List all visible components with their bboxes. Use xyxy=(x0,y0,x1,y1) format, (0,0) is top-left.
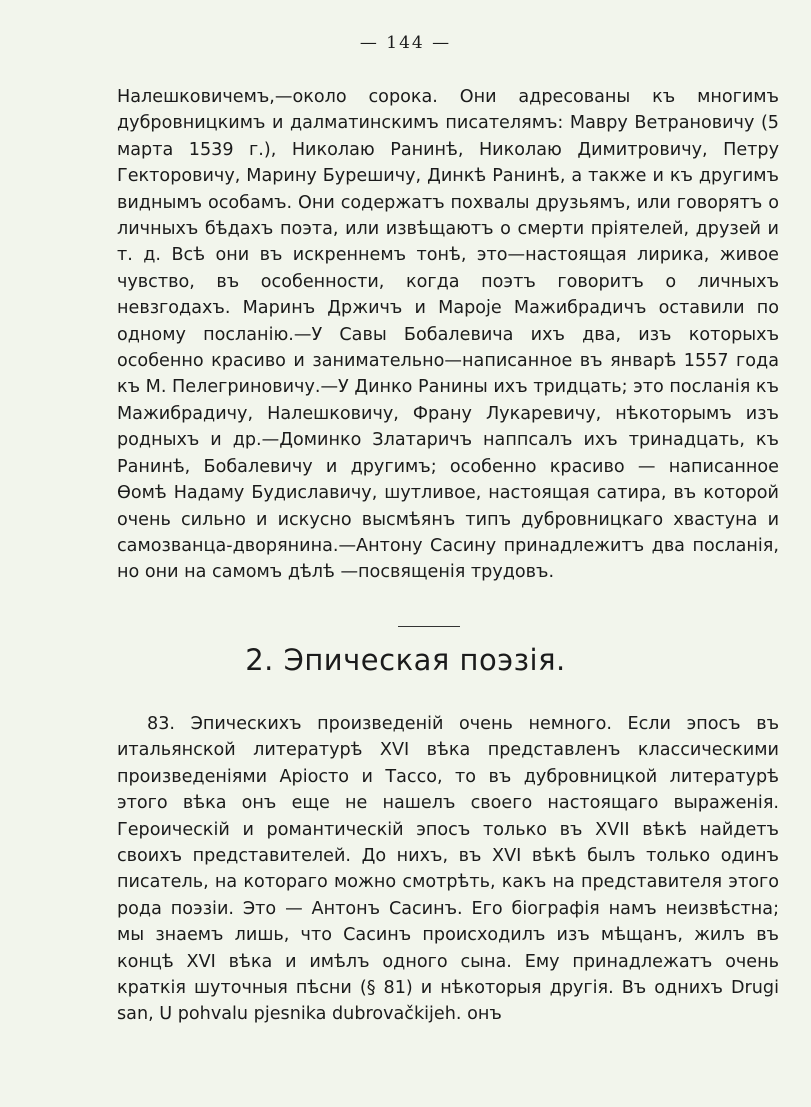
text-block-lower xyxy=(117,711,779,1028)
text-block-upper xyxy=(117,84,779,586)
section-title: 2. Эпическая поэзія. xyxy=(245,643,566,677)
paragraph: 83. Эпическихъ произведеній очень немного. Если эпосъ въ итальянской литературѣ XVI вѣка представленъ классическими произведеніями Аріосто и Тассо, то въ дубровницкой литературѣ этого вѣка онъ еще не нашелъ своего настоящаго выраженія. Героическій и романтическій эпосъ только въ XVII вѣкѣ найдетъ своихъ представителей. До нихъ, въ XVI вѣкѣ былъ только одинъ писатель, на котораго можно смотрѣть, какъ на представителя этого рода поэзіи. Это — Антонъ Сасинъ. Его біографія намъ неизвѣстна; мы знаемъ лишь, что Сасинъ происходилъ изъ мѣщанъ, жилъ въ концѣ XVI вѣка и имѣлъ одного сына. Ему принадлежатъ очень краткія шуточныя пѣсни (§ 81) и нѣкоторыя другія. Въ однихъ Drugi san, U pohvalu pjesnika dubrovačkijeh. онъ xyxy=(117,714,779,1025)
page-number: — 144 — xyxy=(359,33,452,53)
paragraph: Налешковичемъ,—около сорока. Они адресованы къ многимъ дубровницкимъ и далматинскимъ писателямъ: Мавру Ветрановичу (5 марта 1539 г.), Николаю Ранинѣ, Николаю Димитровичу, Петру Гекторовичу, Марину Бурешичу, Динкѣ Ранинѣ, а также и къ другимъ виднымъ особамъ. Они содержатъ похвалы друзьямъ, или говорятъ о личныхъ бѣдахъ поэта, или извѣщаютъ о смерти пріятелей, друзей и т. д. Всѣ они въ искреннемъ тонѣ, это—настоящая лирика, живое чувство, въ особенности, когда поэтъ говоритъ о личныхъ невзгодахъ. Маринъ Држичъ и Мароје Мажибрадичъ оставили по одному посланію.—У Савы Бобалевича ихъ два, изъ которыхъ особенно красиво и занимательно—написанное въ январѣ 1557 года къ М. Пелегриновичу.—У Динко Ранины ихъ тридцать; это посланія къ Мажибрадичу, Налешковичу, Франу Лукаревичу, нѣкоторымъ изъ родныхъ и др.—Доминко Златаричъ наппсалъ ихъ тринадцать, къ Ранинѣ, Бобалевичу и другимъ; особенно красиво — написанное Ѳомѣ Надаму Будиславичу, шутливое, настоящая сатира, въ которой очень сильно и искусно высмѣянъ типъ дубровницкаго хвастуна и самозванца-дворянина.—Антону Сасину принадлежитъ два посланія, но они на самомъ дѣлѣ —посвященія трудовъ. xyxy=(117,87,779,583)
section-divider xyxy=(398,626,460,627)
